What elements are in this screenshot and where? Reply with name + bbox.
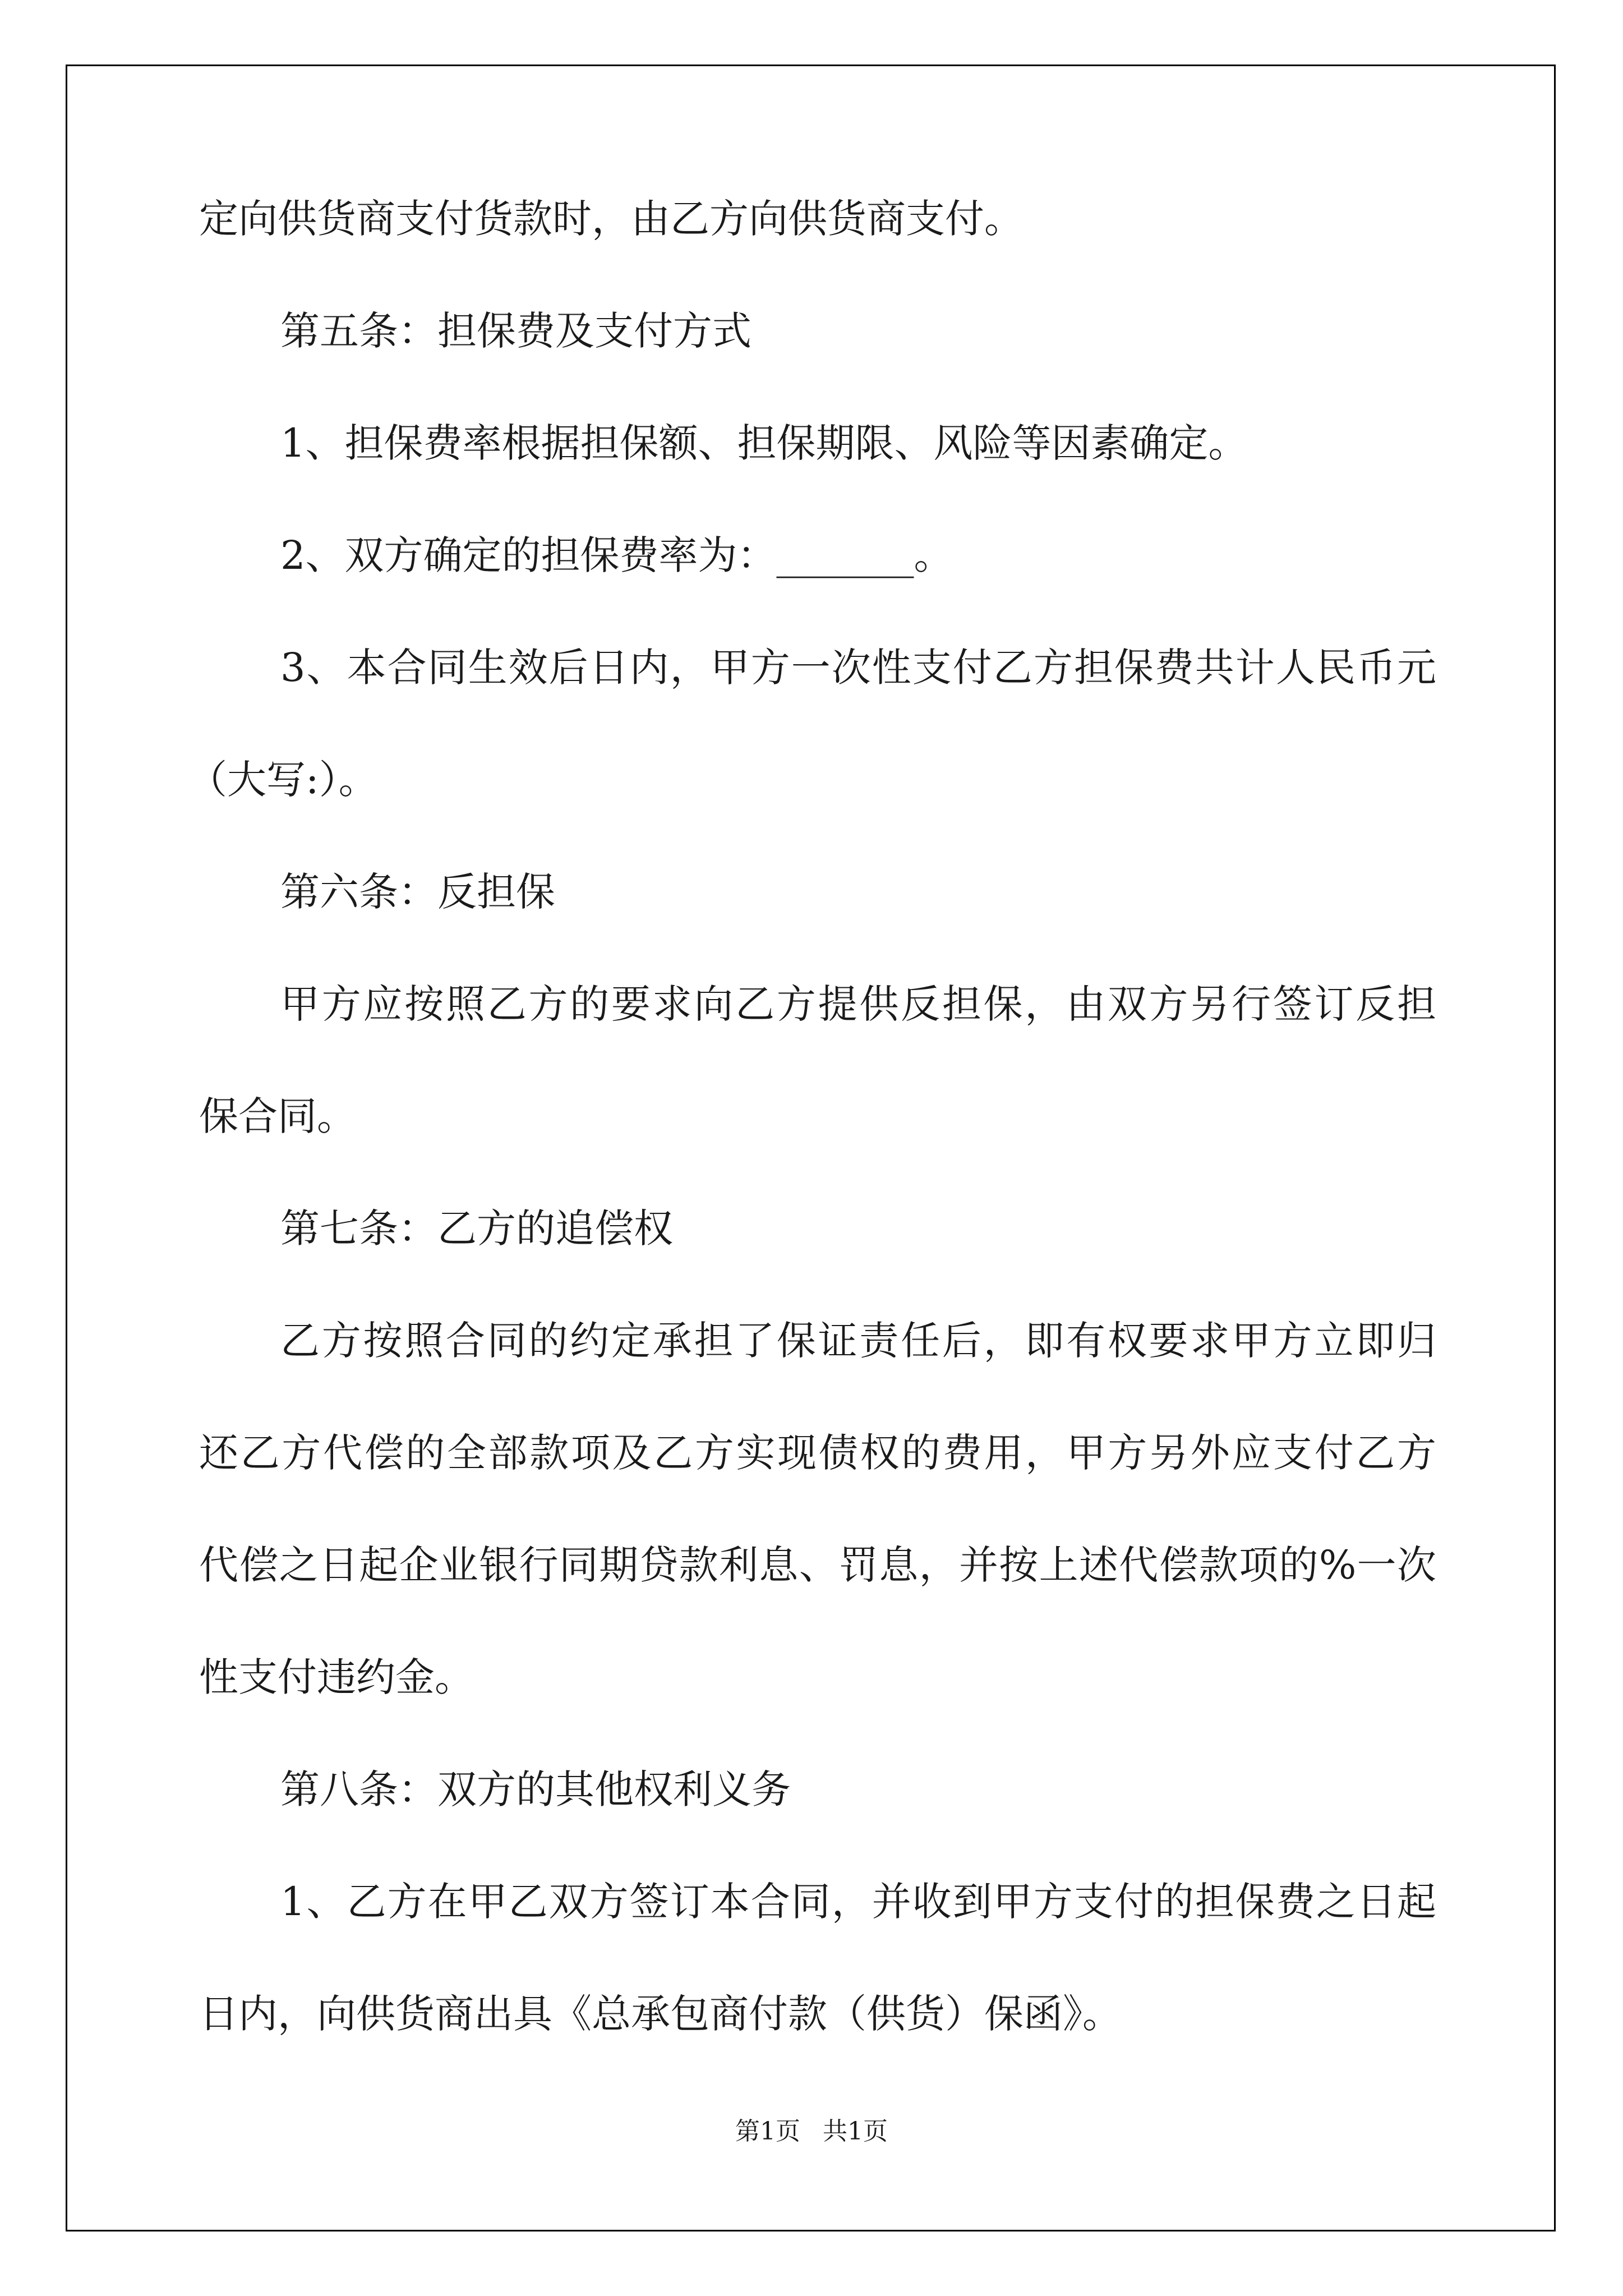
page-total: 共1页 [823,2117,888,2146]
paragraph-line: 3、本合同生效后日内，甲方一次性支付乙方担保费共计人民币元 [280,645,1436,691]
section-heading-6: 第六条：反担保 [280,869,555,915]
paragraph-line: 1、乙方在甲乙双方签订本合同，并收到甲方支付的担保费之日起 [280,1879,1436,1925]
paragraph-line: 乙方按照合同的约定承担了保证责任后，即有权要求甲方立即归 [280,1318,1436,1364]
paragraph-line: 性支付违约金。 [199,1654,474,1700]
paragraph-line: 保合同。 [199,1093,356,1139]
paragraph-line: 定向供货商支付货款时，由乙方向供货商支付。 [199,196,1023,242]
paragraph-line: 甲方应按照乙方的要求向乙方提供反担保，由双方另行签订反担 [280,981,1436,1027]
page-footer [0,2115,1623,2148]
page-number: 第1页 [735,2117,800,2146]
section-heading-8: 第八条：双方的其他权利义务 [280,1766,791,1812]
paragraph-line: 1、担保费率根据担保额、担保期限、风险等因素确定。 [280,420,1248,466]
section-heading-5: 第五条：担保费及支付方式 [280,308,751,354]
paragraph-line: 日内，向供货商出具《总承包商付款（供货）保函》。 [199,1991,1122,2037]
section-heading-7: 第七条：乙方的追偿权 [280,1205,673,1251]
paragraph-line: （大写:）。 [188,757,378,803]
paragraph-line: 2、双方确定的担保费率为：_______。 [280,532,953,578]
paragraph-line: 还乙方代偿的全部款项及乙方实现债权的费用，甲方另外应支付乙方 [199,1430,1436,1476]
paragraph-line: 代偿之日起企业银行同期贷款利息、罚息，并按上述代偿款项的%一次 [199,1542,1436,1588]
